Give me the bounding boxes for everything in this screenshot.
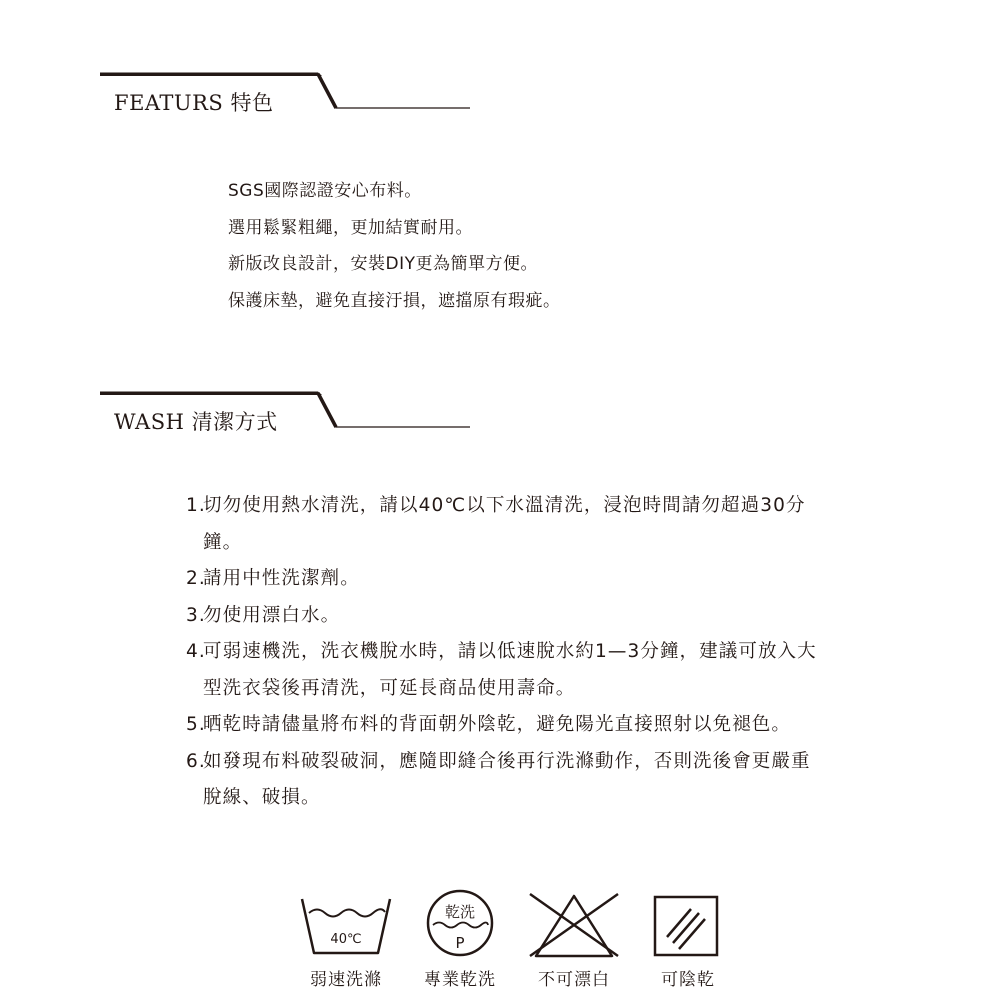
wash-item-text: 請用中性洗潔劑。 [203,568,360,589]
feature-item: 新版改良設計，安裝DIY更為簡單方便。 [228,254,538,274]
no-bleach-icon [526,890,622,960]
dry-clean-letter: P [455,934,465,952]
wash-item-text: 勿使用漂白水。 [203,604,341,626]
features-header [100,72,470,122]
wash-item [186,707,826,744]
features-title: FEATURS 特色 [114,91,274,115]
wash-item [186,744,826,817]
dry-clean-label: 專業乾洗 [424,970,496,990]
wash-tub-icon [300,895,392,957]
feature-item: 選用鬆緊粗繩，更加結實耐用。 [228,217,473,238]
wash-item-text: 晒乾時請儘量將布料的背面朝外陰乾，避免陽光直接照射以免褪色。 [203,714,792,735]
wash-item-text: 可弱速機洗，洗衣機脫水時，請以低速脫水約1—3分鐘，建議可放入大型洗衣袋後再清洗，可延長商品使用壽命。 [203,641,817,699]
wash-title: WASH 清潔方式 [114,410,278,434]
wash-tub-label: 弱速洗滌 [310,970,382,990]
wash-item-text: 如發現布料破裂破洞，應隨即縫合後再行洗滌動作，否則洗後會更嚴重脫線、破損。 [203,750,811,808]
wash-item [186,634,826,707]
feature-item: 保護床墊，避免直接汙損，遮擋原有瑕疵。 [228,290,561,311]
wash-item-text: 切勿使用熱水清洗，請以40℃以下水溫清洗，浸泡時間請勿超過30分鐘。 [203,495,806,553]
no-bleach-label: 不可漂白 [538,970,610,990]
wash-item-number: 5. [186,714,206,735]
wash-item-number: 6. [186,750,206,772]
dry-clean-icon [425,888,495,958]
shade-dry-icon [653,895,719,957]
wash-item [186,598,826,635]
wash-item-number: 2. [186,568,206,589]
wash-item [186,488,826,561]
wash-item-number: 1. [186,495,206,516]
dry-clean-text: 乾洗 [444,903,476,921]
shade-dry-label: 可陰乾 [661,970,715,990]
feature-item: SGS國際認證安心布料。 [228,181,422,201]
wash-list [186,488,826,817]
features-list [228,173,561,319]
wash-temperature-label: 40℃ [330,932,362,947]
wash-item [186,561,826,598]
wash-header [100,391,470,441]
wash-item-number: 3. [186,604,206,626]
wash-item-number: 4. [186,641,206,662]
